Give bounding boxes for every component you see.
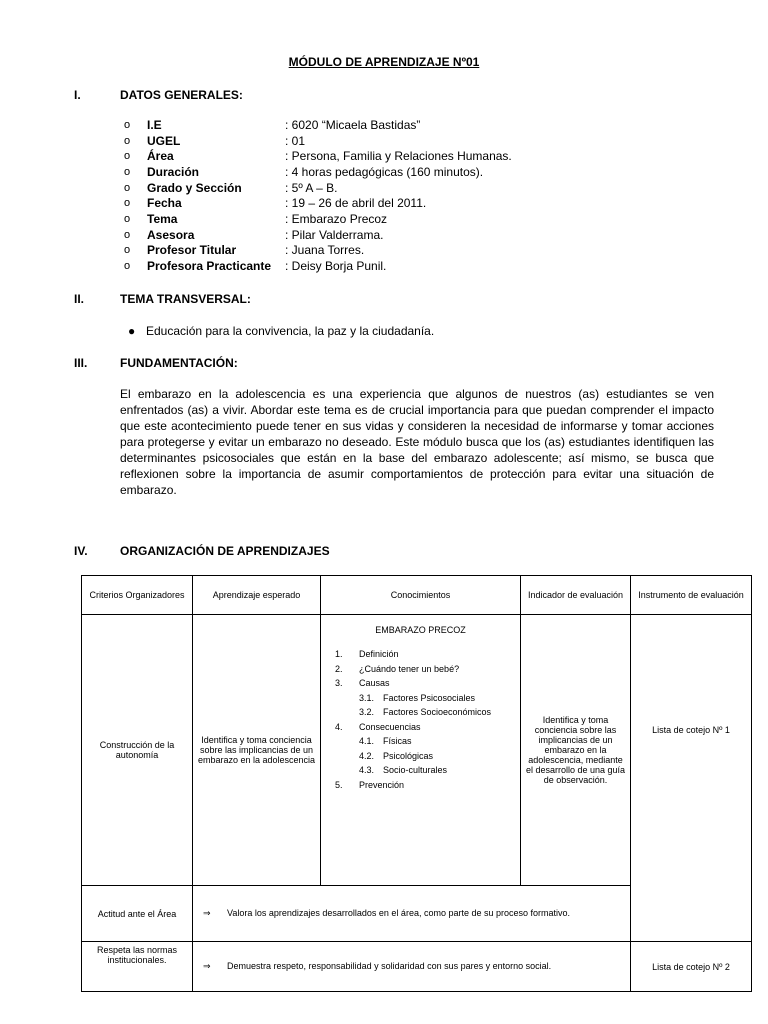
datos-item [124,148,684,164]
item-number: 5. [335,779,343,790]
datos-value: : Persona, Familia y Relaciones Humanas. [285,149,512,164]
datos-item [124,227,684,243]
datos-label: Área [147,149,174,164]
list-item [325,676,516,691]
datos-label: Tema [147,211,178,226]
item-number: 3.2. [359,707,375,718]
actitud-cell [193,886,631,942]
datos-item [124,195,684,211]
sub-list-item [325,691,516,706]
item-text: Factores Psicosociales [383,692,476,703]
sub-list-item [325,763,516,778]
datos-label: Duración [147,164,200,179]
criterio-cell: Actitud ante el Área [82,886,193,942]
item-text: Consecuencias [359,721,421,732]
section-1-heading [74,88,243,102]
section-2-heading [74,292,251,306]
datos-value: : Juana Torres. [285,243,365,258]
header-cell: Indicador de evaluación [521,576,631,615]
section-3-heading [74,356,238,370]
bullet-icon: o [124,244,131,257]
item-text: Causas [359,678,390,689]
datos-value: : Pilar Valderrama. [285,227,384,242]
datos-value: : 01 [285,133,306,148]
actitud-text: Demuestra respeto, responsabilidad y solidaridad con sus pares y entorno social. [227,961,552,971]
item-text: Definición [359,649,399,660]
header-cell: Criterios Organizadores [82,576,193,615]
conocimientos-list [325,647,516,792]
section-title: TEMA TRANSVERSAL: [120,292,251,306]
item-text: Psicológicas [383,750,434,761]
datos-label: UGEL [147,133,181,148]
item-number: 4.1. [359,736,375,747]
bullet-icon: o [124,212,131,225]
list-item [325,720,516,735]
arrow-icon: ⇒ [203,908,211,918]
datos-item [124,133,684,149]
section-number: IV. [74,544,88,558]
sub-list-item [325,749,516,764]
conocimientos-title: EMBARAZO PRECOZ [375,625,466,635]
item-text: ¿Cuándo tener un bebé? [359,663,460,674]
bullet-icon: o [124,260,131,273]
bullet-icon: o [124,228,131,241]
sub-list-item [325,705,516,720]
section-title: ORGANIZACIÓN DE APRENDIZAJES [120,544,330,558]
bullet-icon: o [124,165,131,178]
bullet-icon: ● [128,324,136,338]
item-number: 4. [335,721,343,732]
bullet-icon: o [124,197,131,210]
datos-label: Asesora [147,227,195,242]
datos-value: : 4 horas pedagógicas (160 minutos). [285,164,484,179]
conocimientos-cell [321,615,521,886]
header-cell: Aprendizaje esperado [193,576,321,615]
datos-item [124,243,684,259]
actitud-text: Valora los aprendizajes desarrollados en el área, como parte de su proceso formativo. [227,908,571,918]
section-title: DATOS GENERALES: [120,88,243,102]
list-item [325,662,516,677]
document-title: MÓDULO DE APRENDIZAJE Nº01 [288,55,480,69]
datos-item [124,211,684,227]
header-cell: Conocimientos [321,576,521,615]
section-4-heading [74,544,330,558]
sub-list-item [325,734,516,749]
datos-item [124,180,684,196]
item-number: 4.2. [359,750,375,761]
bullet-icon: o [124,118,131,131]
item-text: Físicas [383,736,412,747]
arrow-icon: ⇒ [203,961,211,971]
fundamentacion-paragraph: El embarazo en la adolescencia es una experiencia que algunos de nuestros (as) estudiantes se ven enfrentados (as) a vivir. Abordar este tema es de crucial importancia para que puedan comprender el impacto que este acontecimiento puede tener en sus vidas y consideren la necesidad de informarse y tomar acciones para protegerse y evitar un embarazo no deseado. Este módulo busca que los (as) estudiantes identifiquen las determinantes psicosociales que están en la base del embarazo adolescente; así mismo, se busca que reflexionen sobre la importancia de asumir comportamientos de protección para evitar una situación de embarazo. [120,387,714,497]
criterio-cell: Construcción de la autonomía [82,615,193,886]
bullet-icon: o [124,181,131,194]
datos-label: Profesora Practicante [147,259,272,274]
bullet-icon: o [124,150,131,163]
item-text: Prevención [359,779,405,790]
datos-label: Profesor Titular [147,243,237,258]
organizacion-table [81,575,752,992]
indicador-cell: Identifica y toma conciencia sobre las implicancias de un embarazo en la adolescencia, mediante el desarrollo de una guía de observación. [521,615,631,886]
item-number: 2. [335,663,343,674]
list-item [325,647,516,662]
section-title: FUNDAMENTACIÓN: [120,356,238,370]
datos-value: : 19 – 26 de abril del 2011. [285,196,427,211]
item-number: 1. [335,649,343,660]
datos-label: I.E [147,117,162,132]
header-cell: Instrumento de evaluación [631,576,752,615]
actitud-cell [193,942,631,992]
item-text: Socio-culturales [383,765,448,776]
instrumento-cell: Lista de cotejo Nº 1 [631,615,752,942]
datos-value: : Embarazo Precoz [285,211,388,226]
datos-value: : Deisy Borja Punil. [285,259,387,274]
list-item [325,778,516,793]
item-number: 3. [335,678,343,689]
table-header-row [82,576,752,615]
table-row [82,615,752,886]
tema-transversal-item [128,324,434,338]
datos-item [124,164,684,180]
section-number: III. [74,356,88,370]
aprendizaje-cell: Identifica y toma conciencia sobre las implicancias de un embarazo en la adolescencia [193,615,321,886]
bullet-icon: o [124,134,131,147]
datos-label: Grado y Sección [147,180,242,195]
item-number: 3.1. [359,692,375,703]
criterio-cell: Respeta las normas institucionales. [82,942,193,992]
item-number: 4.3. [359,765,375,776]
instrumento-cell: Lista de cotejo Nº 2 [631,942,752,992]
tema-transversal-text: Educación para la convivencia, la paz y la ciudadanía. [146,324,435,338]
section-number: II. [74,292,85,306]
datos-label: Fecha [147,196,182,211]
table-row [82,942,752,992]
datos-item [124,117,684,133]
section-number: I. [74,88,81,102]
datos-generales-list [124,117,684,274]
datos-value: : 6020 “Micaela Bastidas” [285,117,421,132]
item-text: Factores Socioeconómicos [383,707,492,718]
datos-value: : 5º A – B. [285,180,338,195]
datos-item [124,258,684,274]
